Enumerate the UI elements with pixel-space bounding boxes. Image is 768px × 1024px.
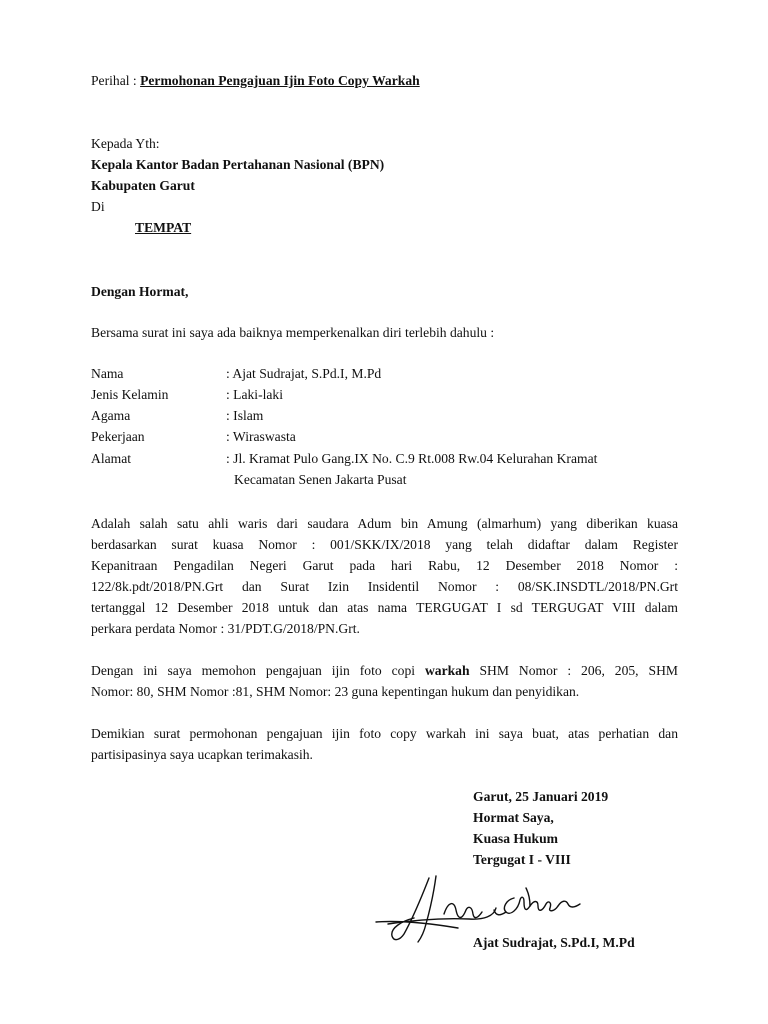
identity-value-name: : Ajat Sudrajat, S.Pd.I, M.Pd: [226, 366, 382, 381]
intro-text: Bersama surat ini saya ada baiknya memperkenalkan diri terlebih dahulu :: [91, 325, 495, 340]
identity-value-address-cont: Kecamatan Senen Jakarta Pusat: [234, 472, 407, 487]
identity-label-religion: Agama: [91, 408, 131, 423]
paragraph-closing: [91, 723, 678, 765]
paragraph-heirs: [91, 513, 678, 639]
paragraph-closing-line: partisipasinya saya ucapkan terimakasih.: [91, 747, 313, 762]
paragraph-heirs-line: berdasarkan surat kuasa Nomor : 001/SKK/IX/2018 yang telah didaftar dalam Register: [91, 537, 678, 552]
addressee-place: TEMPAT: [135, 220, 192, 235]
identity-value-gender: : Laki-laki: [226, 387, 283, 402]
addressee-line3: Di: [91, 199, 105, 214]
paragraph-request: [91, 660, 678, 702]
addressee-line2: Kabupaten Garut: [91, 178, 195, 193]
closing-role: Kuasa Hukum: [473, 831, 558, 846]
paragraph-heirs-line: Kepanitraan Pengadilan Negeri Garut pada hari Rabu, 12 Desember 2018 Nomor :: [91, 558, 678, 573]
paragraph-heirs-line: 122/8k.pdt/2018/PN.Grt dan Surat Izin Insidentil Nomor : 08/SK.INSDTL/2018/PN.Grt: [91, 579, 678, 594]
identity-value-address: : Jl. Kramat Pulo Gang.IX No. C.9 Rt.008 Rw.04 Kelurahan Kramat: [226, 451, 598, 466]
paragraph-heirs-line: Adalah salah satu ahli waris dari saudara Adum bin Amung (almarhum) yang diberikan kuasa: [91, 516, 678, 531]
greeting: Dengan Hormat,: [91, 284, 189, 299]
identity-label-address: Alamat: [91, 451, 132, 466]
paragraph-request-text: SHM Nomor : 206, 205, SHM: [469, 663, 678, 678]
subject-line: [91, 73, 420, 89]
paragraph-request-bold: warkah: [424, 663, 470, 678]
paragraph-heirs-line: tertanggal 12 Desember 2018 untuk dan atas nama TERGUGAT I sd TERGUGAT VIII dalam: [91, 600, 678, 615]
paragraph-request-text: Dengan ini saya memohon pengajuan ijin foto copi: [91, 663, 425, 678]
addressee-to: Kepada Yth:: [91, 136, 160, 151]
handwritten-signature: [374, 866, 584, 946]
paragraph-request-line: [91, 660, 678, 681]
identity-label-occupation: Pekerjaan: [91, 429, 145, 444]
paragraph-heirs-line: perkara perdata Nomor : 31/PDT.G/2018/PN.Grt.: [91, 621, 360, 636]
paragraph-request-line: Nomor: 80, SHM Nomor :81, SHM Nomor: 23 guna kepentingan hukum dan penyidikan.: [91, 684, 580, 699]
identity-label-gender: Jenis Kelamin: [91, 387, 169, 402]
subject-title: Permohonan Pengajuan Ijin Foto Copy Warkah: [140, 73, 420, 88]
subject-prefix: Perihal :: [91, 73, 141, 88]
paragraph-closing-line: Demikian surat permohonan pengajuan ijin foto copy warkah ini saya buat, atas perhatian dan: [91, 726, 678, 741]
identity-label-name: Nama: [91, 366, 124, 381]
closing-party: Tergugat I - VIII: [473, 852, 571, 867]
closing-regards: Hormat Saya,: [473, 810, 554, 825]
addressee-line1: Kepala Kantor Badan Pertahanan Nasional (BPN): [91, 157, 385, 172]
identity-value-religion: : Islam: [226, 408, 264, 423]
closing-name: Ajat Sudrajat, S.Pd.I, M.Pd: [473, 935, 635, 950]
closing-place-date: Garut, 25 Januari 2019: [473, 789, 609, 804]
identity-value-occupation: : Wiraswasta: [226, 429, 296, 444]
